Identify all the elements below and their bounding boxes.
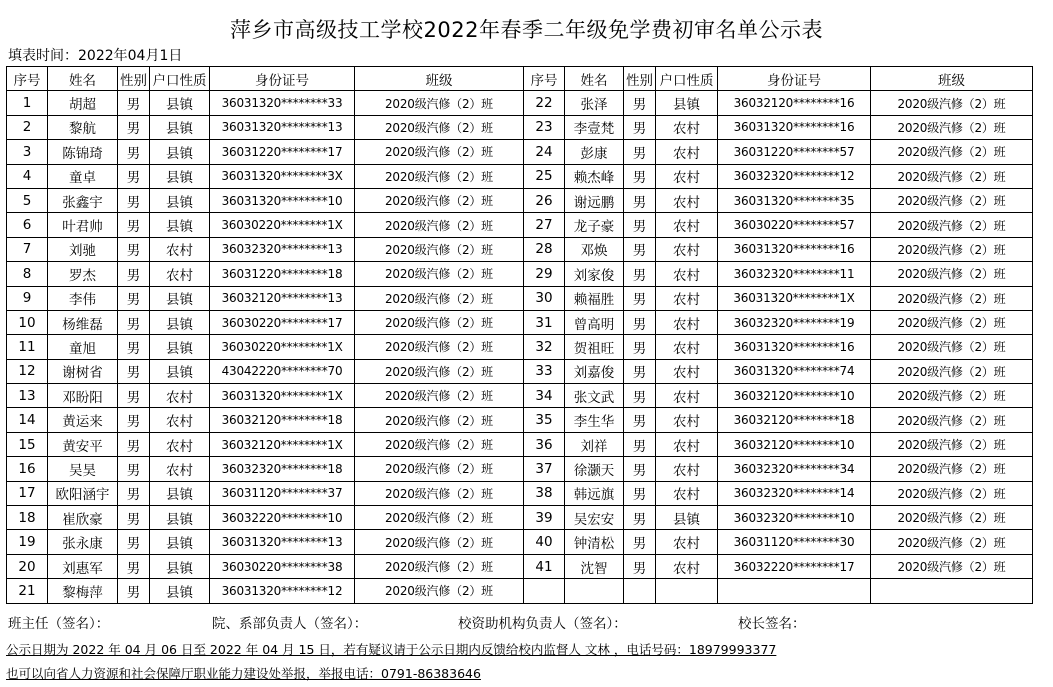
name-cell: 谢远鹏 (565, 188, 624, 212)
hukou-cell: 农村 (150, 262, 210, 286)
class-cell: 2020级汽修（2）班 (871, 554, 1033, 578)
id-number-cell: 36031320********16 (718, 335, 871, 359)
class-cell: 2020级汽修（2）班 (871, 310, 1033, 334)
gender-cell: 男 (624, 188, 656, 212)
gender-cell: 男 (118, 237, 150, 261)
gender-cell: 男 (624, 237, 656, 261)
header-name: 姓名 (48, 67, 118, 91)
seq-cell: 41 (524, 554, 565, 578)
header-seq: 序号 (7, 67, 48, 91)
class-cell: 2020级汽修（2）班 (355, 213, 524, 237)
hukou-cell: 县镇 (150, 530, 210, 554)
gender-cell: 男 (118, 140, 150, 164)
table-row (7, 579, 1033, 603)
class-cell: 2020级汽修（2）班 (871, 213, 1033, 237)
hukou-cell: 农村 (150, 408, 210, 432)
gender-cell: 男 (118, 335, 150, 359)
name-cell: 曾高明 (565, 310, 624, 334)
name-cell: 刘家俊 (565, 262, 624, 286)
gender-cell: 男 (624, 554, 656, 578)
hukou-cell: 农村 (656, 310, 718, 334)
seq-cell: 38 (524, 481, 565, 505)
class-cell (871, 579, 1033, 603)
class-cell: 2020级汽修（2）班 (355, 579, 524, 603)
class-cell: 2020级汽修（2）班 (355, 164, 524, 188)
id-number-cell: 36031320********13 (210, 115, 355, 139)
class-cell: 2020级汽修（2）班 (355, 237, 524, 261)
name-cell: 童旭 (48, 335, 118, 359)
gender-cell: 男 (118, 408, 150, 432)
hukou-cell: 农村 (656, 481, 718, 505)
gender-cell: 男 (118, 359, 150, 383)
seq-cell: 26 (524, 188, 565, 212)
seq-cell: 31 (524, 310, 565, 334)
table-row (7, 164, 1033, 188)
hukou-cell: 县镇 (150, 188, 210, 212)
hukou-cell: 农村 (656, 457, 718, 481)
gender-cell: 男 (624, 384, 656, 408)
hukou-cell: 农村 (656, 262, 718, 286)
id-number-cell: 36032120********18 (718, 408, 871, 432)
gender-cell: 男 (624, 457, 656, 481)
hukou-cell: 县镇 (150, 359, 210, 383)
gender-cell: 男 (118, 579, 150, 603)
name-cell: 李生华 (565, 408, 624, 432)
id-number-cell: 36031320********1X (210, 384, 355, 408)
header-class: 班级 (355, 67, 524, 91)
seq-cell: 24 (524, 140, 565, 164)
hukou-cell: 县镇 (150, 554, 210, 578)
id-number-cell: 36031220********18 (210, 262, 355, 286)
gender-cell: 男 (118, 457, 150, 481)
table-body (7, 91, 1033, 603)
table-row (7, 335, 1033, 359)
class-cell: 2020级汽修（2）班 (355, 530, 524, 554)
name-cell: 邓焕 (565, 237, 624, 261)
id-number-cell: 36032120********10 (718, 432, 871, 456)
name-cell: 李壹梵 (565, 115, 624, 139)
name-cell: 陈锦琦 (48, 140, 118, 164)
id-number-cell: 36032220********10 (210, 506, 355, 530)
hukou-cell: 县镇 (150, 481, 210, 505)
seq-cell: 39 (524, 506, 565, 530)
gender-cell: 男 (624, 213, 656, 237)
id-number-cell: 36030220********1X (210, 335, 355, 359)
class-cell: 2020级汽修（2）班 (355, 140, 524, 164)
class-cell: 2020级汽修（2）班 (355, 481, 524, 505)
seq-cell: 7 (7, 237, 48, 261)
seq-cell: 2 (7, 115, 48, 139)
seq-cell: 30 (524, 286, 565, 310)
table-row (7, 115, 1033, 139)
class-cell: 2020级汽修（2）班 (871, 432, 1033, 456)
name-cell: 贺祖旺 (565, 335, 624, 359)
name-cell: 韩远旗 (565, 481, 624, 505)
table-row (7, 530, 1033, 554)
seq-cell: 12 (7, 359, 48, 383)
seq-cell: 3 (7, 140, 48, 164)
table-row (7, 359, 1033, 383)
seq-cell: 21 (7, 579, 48, 603)
class-cell: 2020级汽修（2）班 (355, 310, 524, 334)
name-cell: 谢树省 (48, 359, 118, 383)
header-hukou: 户口性质 (656, 67, 718, 91)
class-cell: 2020级汽修（2）班 (871, 408, 1033, 432)
hukou-cell: 农村 (656, 432, 718, 456)
roster-table (6, 66, 1033, 604)
hukou-cell: 农村 (656, 164, 718, 188)
id-number-cell: 36031220********57 (718, 140, 871, 164)
gender-cell: 男 (624, 164, 656, 188)
seq-cell: 36 (524, 432, 565, 456)
name-cell: 彭康 (565, 140, 624, 164)
name-cell: 罗杰 (48, 262, 118, 286)
hukou-cell: 县镇 (150, 579, 210, 603)
name-cell: 张鑫宇 (48, 188, 118, 212)
seq-cell: 37 (524, 457, 565, 481)
gender-cell: 男 (118, 188, 150, 212)
gender-cell: 男 (624, 335, 656, 359)
header-id-number: 身份证号 (210, 67, 355, 91)
gender-cell: 男 (118, 262, 150, 286)
seq-cell: 22 (524, 91, 565, 115)
id-number-cell: 36032320********13 (210, 237, 355, 261)
class-cell: 2020级汽修（2）班 (355, 115, 524, 139)
id-number-cell: 36030220********17 (210, 310, 355, 334)
hukou-cell: 县镇 (150, 164, 210, 188)
class-cell: 2020级汽修（2）班 (355, 554, 524, 578)
id-number-cell: 36032320********11 (718, 262, 871, 286)
id-number-cell: 36032120********13 (210, 286, 355, 310)
class-cell: 2020级汽修（2）班 (871, 457, 1033, 481)
name-cell: 赖福胜 (565, 286, 624, 310)
seq-cell: 13 (7, 384, 48, 408)
class-cell: 2020级汽修（2）班 (871, 335, 1033, 359)
hukou-cell: 农村 (656, 188, 718, 212)
hukou-cell: 农村 (656, 384, 718, 408)
table-row (7, 506, 1033, 530)
gender-cell: 男 (118, 506, 150, 530)
gender-cell: 男 (118, 164, 150, 188)
page-title: 萍乡市高级技工学校2022年春季二年级免学费初审名单公示表 (230, 18, 823, 42)
id-number-cell: 36032220********17 (718, 554, 871, 578)
hukou-cell: 县镇 (150, 115, 210, 139)
seq-cell: 1 (7, 91, 48, 115)
class-cell: 2020级汽修（2）班 (871, 359, 1033, 383)
id-number-cell: 43042220********70 (210, 359, 355, 383)
class-cell: 2020级汽修（2）班 (355, 359, 524, 383)
name-cell: 邓盼阳 (48, 384, 118, 408)
table-row (7, 213, 1033, 237)
name-cell: 欧阳涵宇 (48, 481, 118, 505)
gender-cell: 男 (624, 286, 656, 310)
gender-cell: 男 (624, 481, 656, 505)
id-number-cell: 36031320********13 (210, 530, 355, 554)
name-cell: 黄安平 (48, 432, 118, 456)
name-cell: 吴昊 (48, 457, 118, 481)
seq-cell: 17 (7, 481, 48, 505)
seq-cell: 9 (7, 286, 48, 310)
gender-cell: 男 (118, 481, 150, 505)
hukou-cell: 农村 (656, 530, 718, 554)
class-cell: 2020级汽修（2）班 (355, 408, 524, 432)
class-cell: 2020级汽修（2）班 (355, 262, 524, 286)
hukou-cell: 农村 (656, 213, 718, 237)
id-number-cell: 36031320********74 (718, 359, 871, 383)
name-cell: 黎航 (48, 115, 118, 139)
name-cell: 徐灏天 (565, 457, 624, 481)
class-cell: 2020级汽修（2）班 (871, 164, 1033, 188)
id-number-cell: 36031320********12 (210, 579, 355, 603)
id-number-cell: 36031120********30 (718, 530, 871, 554)
department-head-signature: 院、系部负责人（签名）： (212, 616, 368, 632)
gender-cell: 男 (118, 213, 150, 237)
seq-cell: 29 (524, 262, 565, 286)
gender-cell: 男 (624, 115, 656, 139)
header-class: 班级 (871, 67, 1033, 91)
class-cell: 2020级汽修（2）班 (871, 286, 1033, 310)
id-number-cell (718, 579, 871, 603)
gender-cell: 男 (624, 140, 656, 164)
name-cell: 赖杰峰 (565, 164, 624, 188)
gender-cell: 男 (118, 554, 150, 578)
id-number-cell: 36031320********35 (718, 188, 871, 212)
seq-cell: 27 (524, 213, 565, 237)
name-cell: 崔欣豪 (48, 506, 118, 530)
table-row (7, 481, 1033, 505)
seq-cell: 40 (524, 530, 565, 554)
hukou-cell: 农村 (656, 237, 718, 261)
table-row (7, 237, 1033, 261)
header-gender: 性别 (118, 67, 150, 91)
id-number-cell: 36032320********12 (718, 164, 871, 188)
seq-cell: 11 (7, 335, 48, 359)
hukou-cell: 农村 (656, 140, 718, 164)
name-cell: 刘驰 (48, 237, 118, 261)
name-cell: 张永康 (48, 530, 118, 554)
seq-cell: 10 (7, 310, 48, 334)
principal-signature: 校长签名： (738, 616, 806, 632)
id-number-cell: 36032320********18 (210, 457, 355, 481)
class-cell: 2020级汽修（2）班 (871, 481, 1033, 505)
seq-cell: 33 (524, 359, 565, 383)
name-cell: 杨维磊 (48, 310, 118, 334)
class-cell: 2020级汽修（2）班 (871, 188, 1033, 212)
hukou-cell: 农村 (150, 384, 210, 408)
class-cell: 2020级汽修（2）班 (871, 530, 1033, 554)
table-row (7, 408, 1033, 432)
seq-cell: 15 (7, 432, 48, 456)
id-number-cell: 36032320********14 (718, 481, 871, 505)
name-cell: 黎梅萍 (48, 579, 118, 603)
id-number-cell: 36031220********17 (210, 140, 355, 164)
notice-line-2: 也可以向省人力资源和社会保障厅职业能力建设处举报，举报电话：0791-86383646 (6, 666, 481, 681)
name-cell: 李伟 (48, 286, 118, 310)
name-cell: 吴宏安 (565, 506, 624, 530)
gender-cell: 男 (118, 432, 150, 456)
hukou-cell: 县镇 (150, 335, 210, 359)
gender-cell: 男 (624, 506, 656, 530)
seq-cell: 5 (7, 188, 48, 212)
gender-cell: 男 (118, 530, 150, 554)
table-row (7, 91, 1033, 115)
name-cell: 张文武 (565, 384, 624, 408)
table-row (7, 554, 1033, 578)
gender-cell: 男 (118, 115, 150, 139)
signature-row (0, 612, 1053, 632)
gender-cell: 男 (118, 384, 150, 408)
hukou-cell: 农村 (656, 335, 718, 359)
seq-cell (524, 579, 565, 603)
hukou-cell: 农村 (150, 457, 210, 481)
hukou-cell: 农村 (150, 237, 210, 261)
table-row (7, 140, 1033, 164)
id-number-cell: 36031120********37 (210, 481, 355, 505)
gender-cell: 男 (624, 262, 656, 286)
id-number-cell: 36032120********10 (718, 384, 871, 408)
name-cell: 刘惠军 (48, 554, 118, 578)
id-number-cell: 36030220********1X (210, 213, 355, 237)
name-cell (565, 579, 624, 603)
class-cell: 2020级汽修（2）班 (871, 91, 1033, 115)
header-seq: 序号 (524, 67, 565, 91)
table-row (7, 262, 1033, 286)
hukou-cell: 农村 (150, 432, 210, 456)
gender-cell: 男 (624, 432, 656, 456)
id-number-cell: 36031320********1X (718, 286, 871, 310)
gender-cell: 男 (624, 91, 656, 115)
seq-cell: 19 (7, 530, 48, 554)
hukou-cell: 县镇 (150, 506, 210, 530)
gender-cell: 男 (624, 408, 656, 432)
gender-cell: 男 (118, 310, 150, 334)
class-cell: 2020级汽修（2）班 (871, 262, 1033, 286)
id-number-cell: 36032320********34 (718, 457, 871, 481)
seq-cell: 25 (524, 164, 565, 188)
gender-cell (624, 579, 656, 603)
class-cell: 2020级汽修（2）班 (355, 91, 524, 115)
id-number-cell: 36030220********57 (718, 213, 871, 237)
id-number-cell: 36031320********16 (718, 115, 871, 139)
seq-cell: 28 (524, 237, 565, 261)
id-number-cell: 36032320********19 (718, 310, 871, 334)
name-cell: 张泽 (565, 91, 624, 115)
head-teacher-signature: 班主任（签名）： (8, 616, 110, 632)
id-number-cell: 36030220********38 (210, 554, 355, 578)
name-cell: 叶君帅 (48, 213, 118, 237)
class-cell: 2020级汽修（2）班 (871, 506, 1033, 530)
hukou-cell: 农村 (656, 115, 718, 139)
hukou-cell: 农村 (656, 408, 718, 432)
hukou-cell: 农村 (656, 359, 718, 383)
name-cell: 龙子豪 (565, 213, 624, 237)
seq-cell: 14 (7, 408, 48, 432)
fill-date: 填表时间：2022年04月1日 (8, 48, 183, 64)
id-number-cell: 36031320********16 (718, 237, 871, 261)
seq-cell: 4 (7, 164, 48, 188)
table-row (7, 188, 1033, 212)
seq-cell: 6 (7, 213, 48, 237)
table-row (7, 286, 1033, 310)
table-row (7, 310, 1033, 334)
hukou-cell: 县镇 (150, 213, 210, 237)
aid-office-head-signature: 校资助机构负责人（签名）： (458, 616, 627, 632)
seq-cell: 8 (7, 262, 48, 286)
seq-cell: 35 (524, 408, 565, 432)
id-number-cell: 36032120********16 (718, 91, 871, 115)
gender-cell: 男 (118, 286, 150, 310)
class-cell: 2020级汽修（2）班 (871, 237, 1033, 261)
class-cell: 2020级汽修（2）班 (871, 115, 1033, 139)
class-cell: 2020级汽修（2）班 (355, 432, 524, 456)
class-cell: 2020级汽修（2）班 (871, 140, 1033, 164)
hukou-cell: 农村 (656, 286, 718, 310)
id-number-cell: 36032120********18 (210, 408, 355, 432)
id-number-cell: 36031320********33 (210, 91, 355, 115)
hukou-cell: 县镇 (656, 506, 718, 530)
hukou-cell: 县镇 (150, 140, 210, 164)
name-cell: 沈智 (565, 554, 624, 578)
header-id-number: 身份证号 (718, 67, 871, 91)
seq-cell: 18 (7, 506, 48, 530)
class-cell: 2020级汽修（2）班 (355, 286, 524, 310)
table-row (7, 384, 1033, 408)
id-number-cell: 36031320********10 (210, 188, 355, 212)
table-header-row (7, 67, 1033, 91)
id-number-cell: 36032320********10 (718, 506, 871, 530)
id-number-cell: 36032120********1X (210, 432, 355, 456)
hukou-cell (656, 579, 718, 603)
hukou-cell: 县镇 (656, 91, 718, 115)
seq-cell: 32 (524, 335, 565, 359)
name-cell: 童卓 (48, 164, 118, 188)
class-cell: 2020级汽修（2）班 (355, 384, 524, 408)
table-row (7, 457, 1033, 481)
hukou-cell: 农村 (656, 554, 718, 578)
seq-cell: 34 (524, 384, 565, 408)
name-cell: 黄运来 (48, 408, 118, 432)
class-cell: 2020级汽修（2）班 (355, 457, 524, 481)
gender-cell: 男 (624, 530, 656, 554)
hukou-cell: 县镇 (150, 310, 210, 334)
gender-cell: 男 (118, 91, 150, 115)
class-cell: 2020级汽修（2）班 (355, 506, 524, 530)
class-cell: 2020级汽修（2）班 (355, 335, 524, 359)
gender-cell: 男 (624, 310, 656, 334)
class-cell: 2020级汽修（2）班 (871, 384, 1033, 408)
id-number-cell: 36031320********3X (210, 164, 355, 188)
header-hukou: 户口性质 (150, 67, 210, 91)
name-cell: 刘嘉俊 (565, 359, 624, 383)
name-cell: 钟清松 (565, 530, 624, 554)
seq-cell: 23 (524, 115, 565, 139)
seq-cell: 20 (7, 554, 48, 578)
name-cell: 刘祥 (565, 432, 624, 456)
hukou-cell: 县镇 (150, 286, 210, 310)
class-cell: 2020级汽修（2）班 (355, 188, 524, 212)
seq-cell: 16 (7, 457, 48, 481)
gender-cell: 男 (624, 359, 656, 383)
name-cell: 胡超 (48, 91, 118, 115)
notice-line-1: 公示日期为 2022 年 04 月 06 日至 2022 年 04 月 15 日，若有疑议请于公示日期内反馈给校内监督人 文林 ，电话号码：18979993377 (6, 642, 777, 657)
header-name: 姓名 (565, 67, 624, 91)
header-gender: 性别 (624, 67, 656, 91)
table-row (7, 432, 1033, 456)
hukou-cell: 县镇 (150, 91, 210, 115)
